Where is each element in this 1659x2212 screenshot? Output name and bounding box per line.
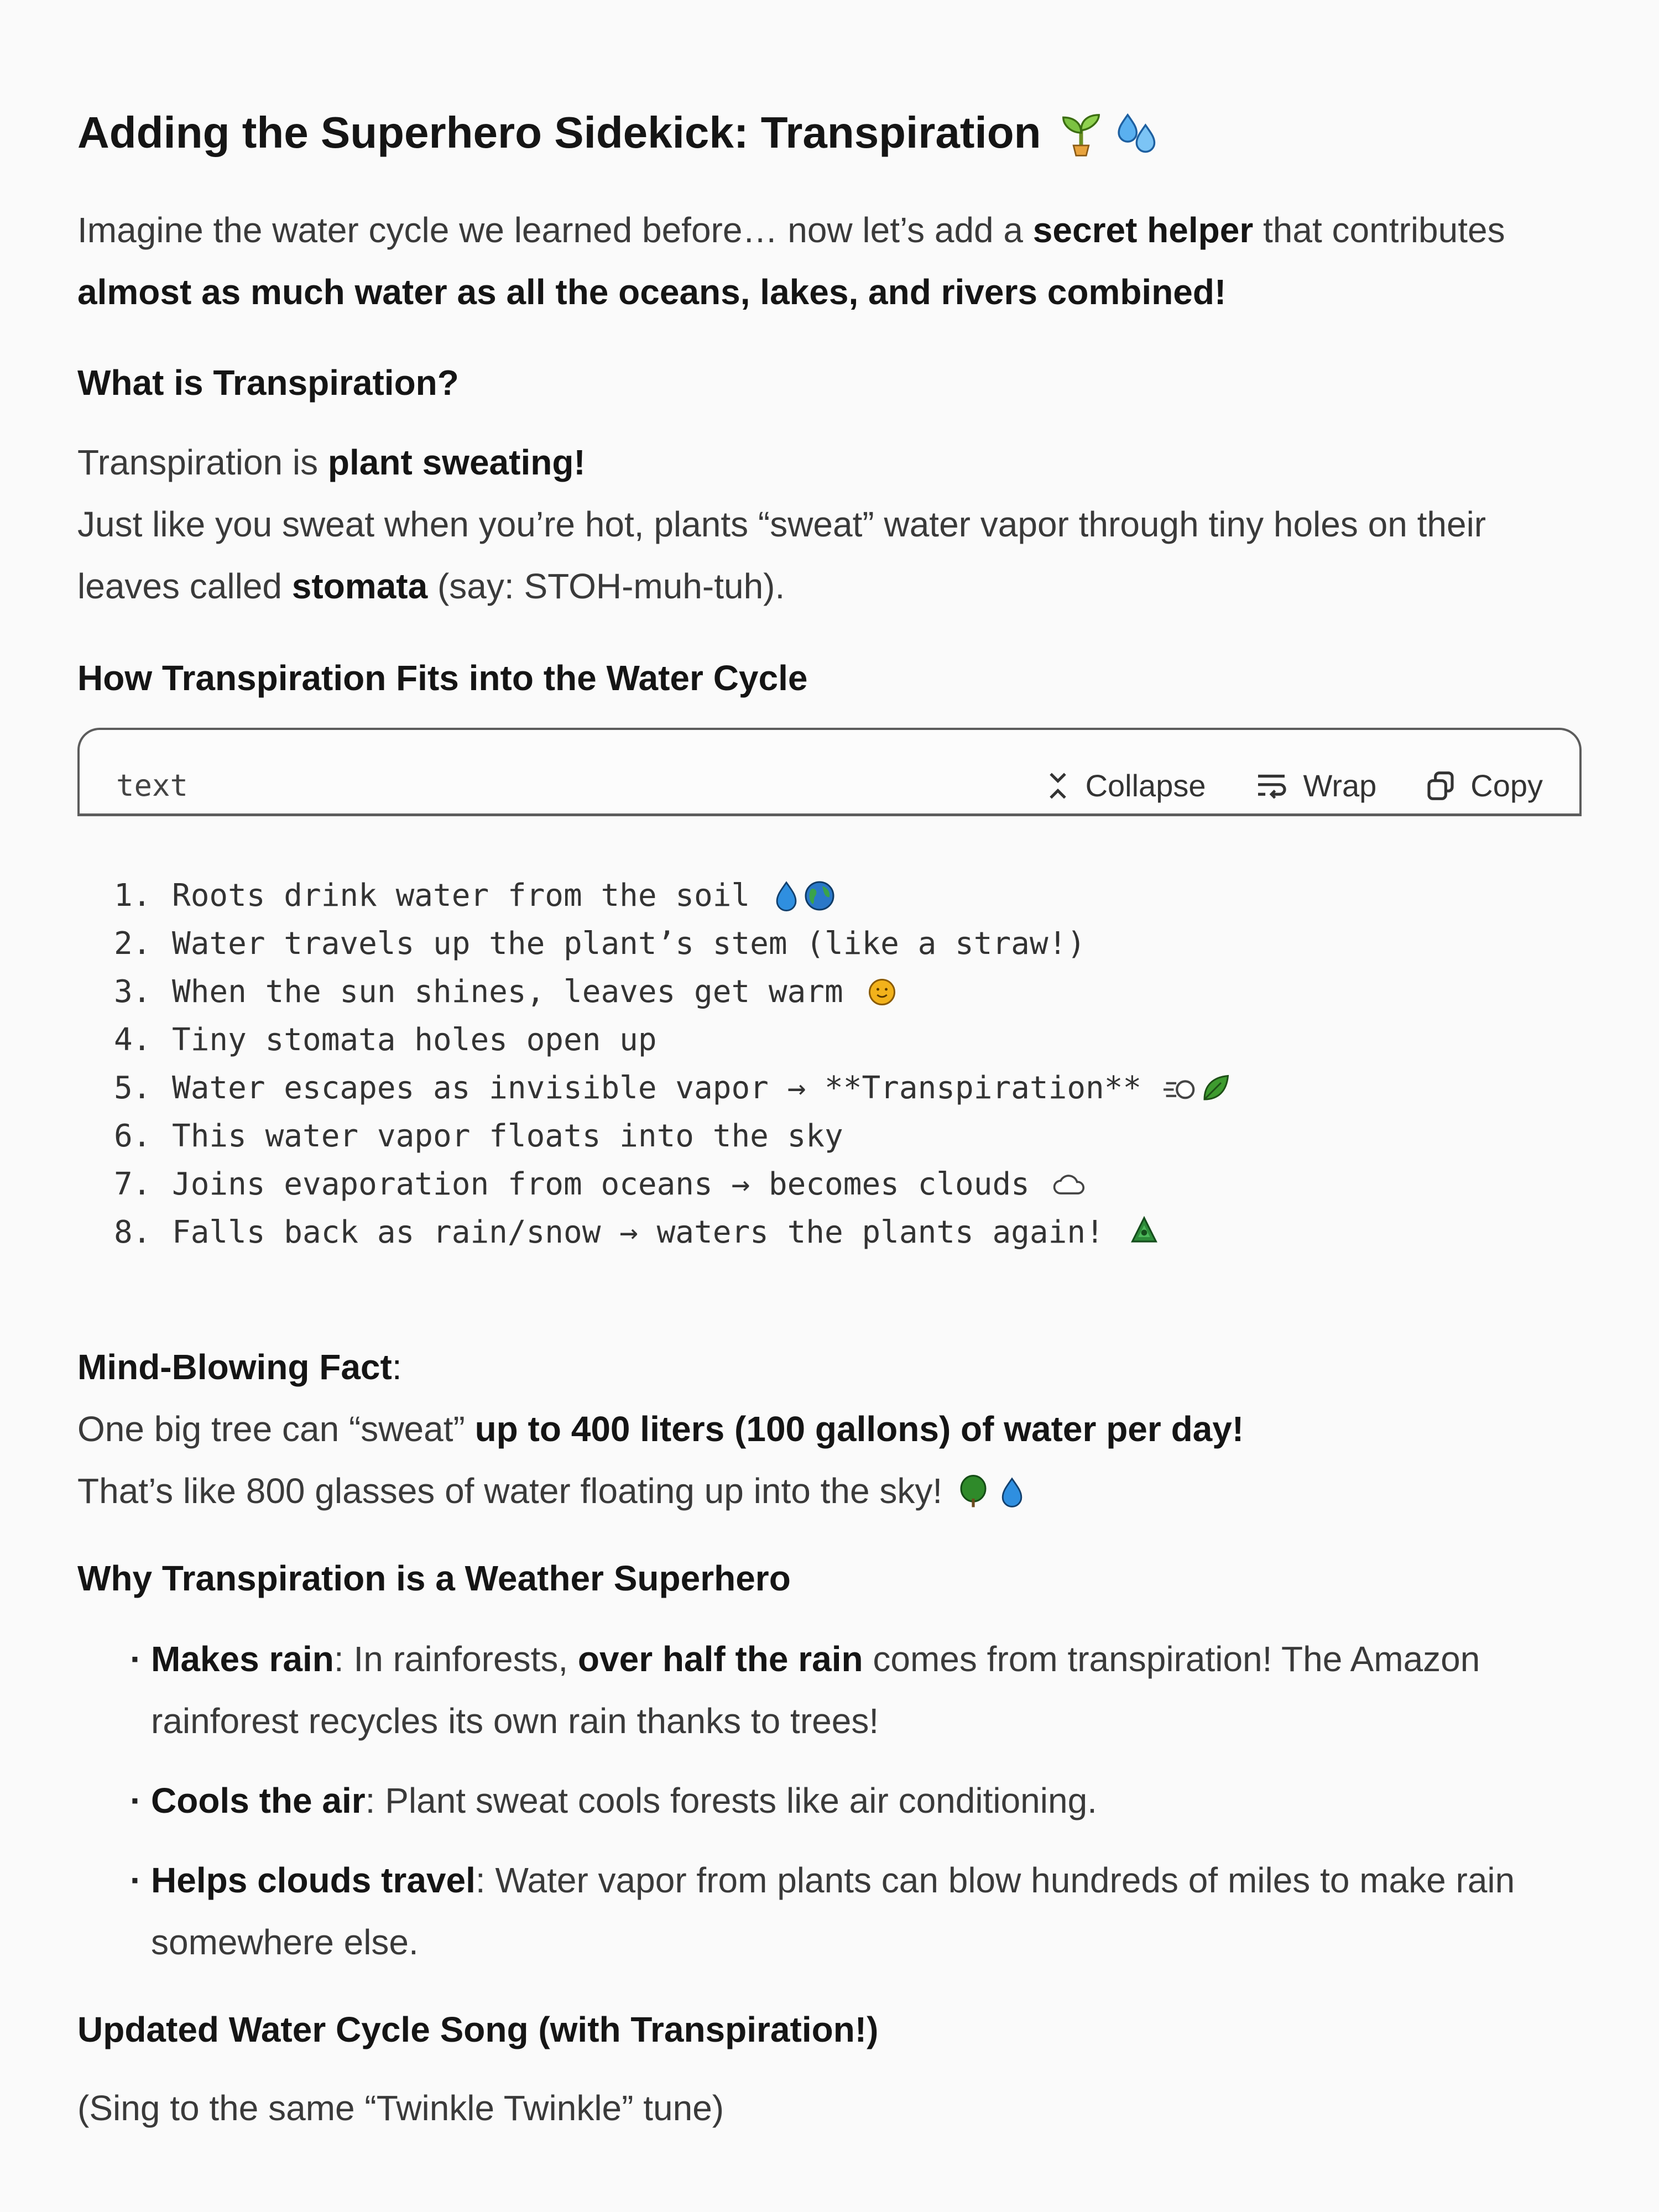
globe-icon — [803, 879, 836, 912]
code-block-content — [77, 872, 1582, 1256]
collapse-button[interactable]: Collapse — [1046, 768, 1206, 804]
seedling-icon — [1056, 107, 1107, 158]
code-line: 8. Falls back as rain/snow → waters the plants again! — [114, 1208, 1582, 1256]
copy-button[interactable]: Copy — [1426, 768, 1543, 804]
sun-icon — [865, 975, 899, 1009]
code-line: 3. When the sun shines, leaves get warm — [114, 968, 1582, 1016]
cloud-icon — [1052, 1171, 1087, 1198]
superhero-list — [77, 1628, 1582, 1973]
droplets-icon — [1110, 107, 1161, 158]
section-heading-song: Updated Water Cycle Song (with Transpiration!) — [77, 2010, 879, 2049]
code-line: 5. Water escapes as invisible vapor → **Transpiration** — [114, 1064, 1582, 1112]
code-language-label: text — [116, 768, 189, 803]
title-text: Adding the Superhero Sidekick: Transpiration — [77, 108, 1041, 157]
section-heading-mind: Mind-Blowing Fact: — [77, 1347, 402, 1387]
list-item: · Helps clouds travel: Water vapor from plants can blow hundreds of miles to make rain somewhere else. — [130, 1849, 1582, 1973]
list-item: · Makes rain: In rainforests, over half the rain comes from transpiration! The Amazon rainforest recycles its own rain thanks to trees! — [130, 1628, 1582, 1752]
code-line: 2. Water travels up the plant’s stem (like a straw!) — [114, 926, 1086, 962]
code-line: 7. Joins evaporation from oceans → becomes clouds — [114, 1160, 1582, 1208]
song-instruction: (Sing to the same “Twinkle Twinkle” tune) — [77, 2088, 724, 2128]
dash-icon — [1164, 1073, 1197, 1104]
wrap-icon — [1255, 773, 1287, 799]
section-heading-fits: How Transpiration Fits into the Water Cycle — [77, 658, 808, 698]
page-title — [77, 100, 1582, 166]
droplet-icon — [999, 1475, 1025, 1509]
code-line: 6. This water vapor floats into the sky — [114, 1118, 843, 1154]
code-block-header — [77, 728, 1582, 816]
title-emoji — [1056, 107, 1161, 158]
section-heading-why: Why Transpiration is a Weather Superhero — [77, 1558, 791, 1598]
leaf-icon — [1199, 1072, 1232, 1105]
droplet-icon — [772, 880, 801, 912]
intro-paragraph: Imagine the water cycle we learned before… now let’s add a secret helper that contributes almost as much water as all the oceans, lakes, and rivers combined! — [77, 210, 1505, 312]
transpiration-definition: Transpiration is plant sweating! Just like you sweat when you’re hot, plants “sweat” water vapor through tiny holes on their leaves called stomata (say: STOH-muh-tuh). — [77, 442, 1486, 606]
tree-icon — [958, 1474, 989, 1509]
wrap-button[interactable]: Wrap — [1255, 768, 1376, 804]
code-line: 1. Roots drink water from the soil — [114, 872, 1582, 920]
code-line: 4. Tiny stomata holes open up — [114, 1022, 657, 1058]
list-item: · Cools the air: Plant sweat cools forests like air conditioning. — [130, 1770, 1582, 1832]
collapse-icon — [1046, 770, 1070, 801]
copy-icon — [1426, 770, 1455, 801]
mind-fact: One big tree can “sweat” up to 400 liters (100 gallons) of water per day! That’s like 800 glasses of water floating up into the sky! — [77, 1409, 1244, 1511]
recycle-icon — [1126, 1215, 1162, 1250]
code-actions — [1046, 768, 1543, 804]
section-heading-what: What is Transpiration? — [77, 363, 459, 403]
